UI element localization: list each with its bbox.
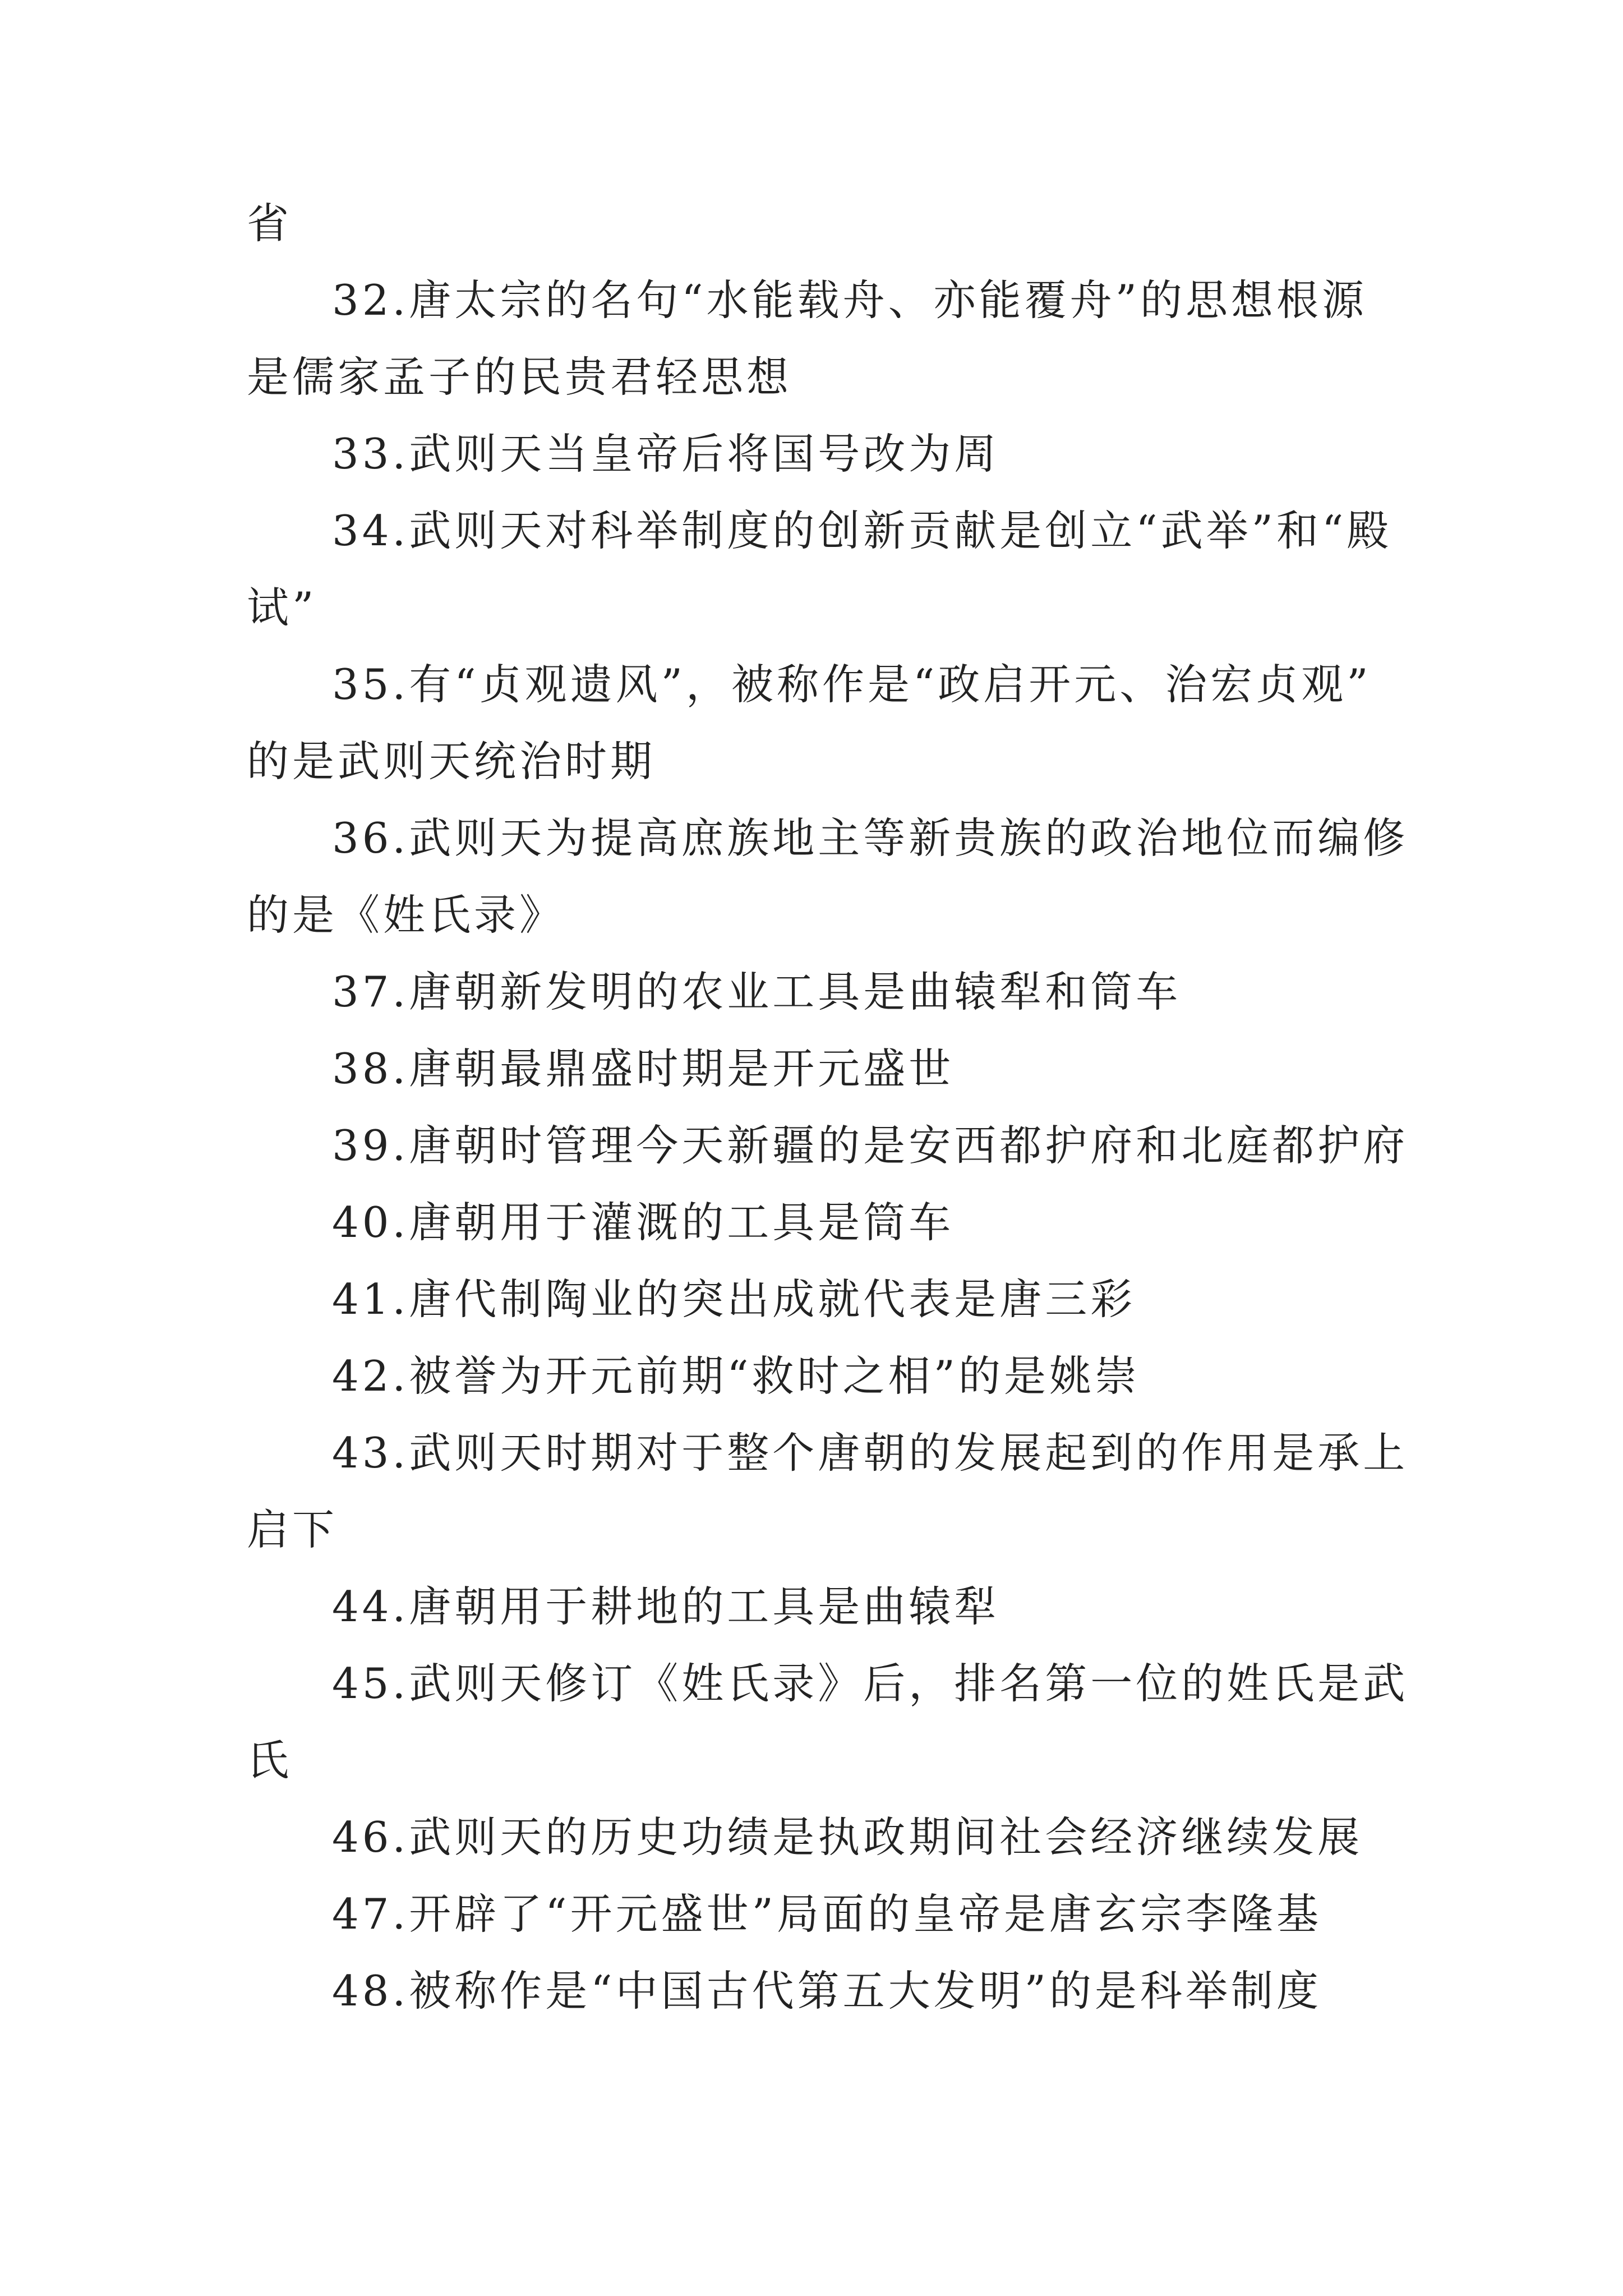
text-line: 47.开辟了“开元盛世”局面的皇帝是唐玄宗李隆基 (332, 1889, 1322, 1939)
text-line: 33.武则天当皇帝后将国号改为周 (332, 429, 1000, 478)
text-line: 34.武则天对科举制度的创新贡献是创立“武举”和“殿 (332, 506, 1393, 555)
text-line: 44.唐朝用于耕地的工具是曲辕犁 (332, 1582, 1000, 1631)
text-line: 启下 (247, 1505, 338, 1554)
text-line: 的是《姓氏录》 (247, 890, 565, 940)
text-line: 是儒家孟子的民贵君轻思想 (247, 352, 792, 402)
text-line: 46.武则天的历史功绩是执政期间社会经济继续发展 (332, 1812, 1363, 1862)
text-line: 36.武则天为提高庶族地主等新贵族的政治地位而编修 (332, 813, 1409, 863)
text-line: 试” (247, 583, 317, 632)
text-line: 37.唐朝新发明的农业工具是曲辕犁和筒车 (332, 967, 1182, 1016)
text-line: 35.有“贞观遗风”，被称作是“政启开元、治宏贞观” (332, 660, 1372, 709)
text-line: 41.唐代制陶业的突出成就代表是唐三彩 (332, 1274, 1136, 1324)
text-line: 氏 (247, 1736, 293, 1785)
text-line: 39.唐朝时管理今天新疆的是安西都护府和北庭都护府 (332, 1121, 1409, 1170)
text-line: 43.武则天时期对于整个唐朝的发展起到的作用是承上 (332, 1428, 1409, 1478)
text-line: 45.武则天修订《姓氏录》后，排名第一位的姓氏是武 (332, 1659, 1409, 1708)
text-line: 32.唐太宗的名句“水能载舟、亦能覆舟”的思想根源 (332, 275, 1367, 325)
text-line: 48.被称作是“中国古代第五大发明”的是科举制度 (332, 1966, 1322, 2016)
text-line: 38.唐朝最鼎盛时期是开元盛世 (332, 1044, 955, 1093)
text-line: 的是武则天统治时期 (247, 737, 656, 786)
text-line: 42.被誉为开元前期“救时之相”的是姚崇 (332, 1351, 1140, 1401)
text-line: 40.唐朝用于灌溉的工具是筒车 (332, 1198, 955, 1247)
document-body (247, 185, 1409, 2030)
text-line: 省 (247, 199, 293, 248)
